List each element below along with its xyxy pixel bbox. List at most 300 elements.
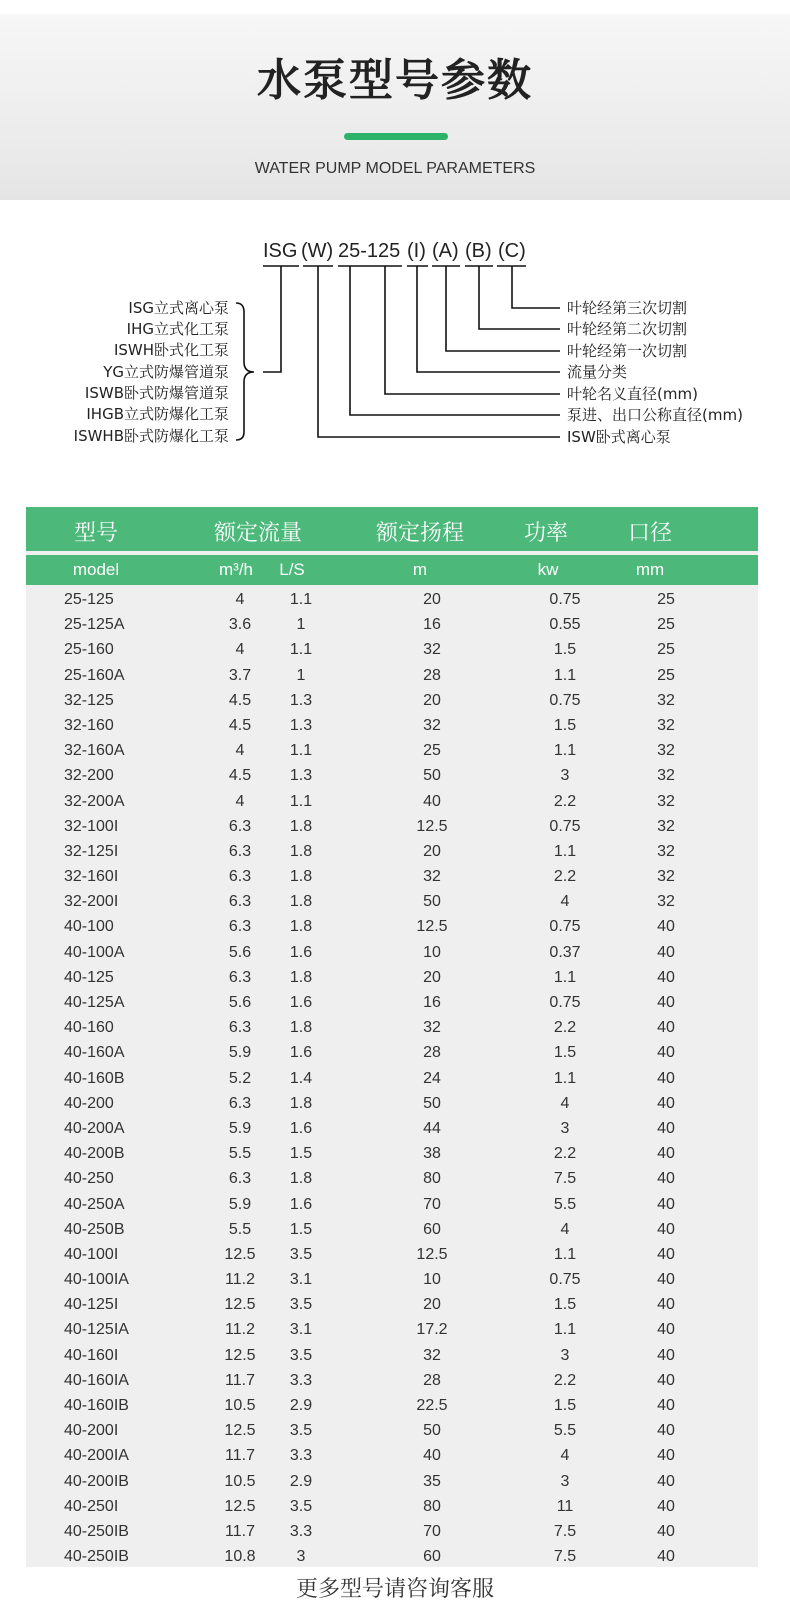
cell-head: 40 [423,1447,441,1465]
table-row [26,587,758,612]
table-row [26,1242,758,1267]
page-header [0,14,790,200]
cell-model: 40-100 [64,918,114,936]
cell-head: 50 [423,1094,441,1112]
cell-model: 40-250A [64,1195,125,1213]
cell-power: 4 [560,1220,570,1238]
cell-model: 40-160IB [64,1397,129,1414]
cell-power: 4 [560,893,570,911]
cell-flow-ls: 3.5 [289,1296,313,1314]
cell-power: 0.75 [549,994,581,1011]
table-row [26,1040,758,1065]
model-code-diagram [0,200,790,500]
cell-diameter: 40 [657,1245,675,1263]
table-row [26,1544,758,1569]
footer-note: 更多型号请咨询客服 [295,1577,494,1602]
cell-power: 3 [560,1119,570,1137]
meaning-label: 叶轮经第一次切割 [567,342,688,360]
cell-diameter: 25 [657,616,675,634]
cell-diameter: 32 [657,716,675,734]
cell-flow-m3h: 5.9 [228,1044,252,1062]
cell-diameter: 40 [657,1170,675,1188]
header-diameter-cn: 口径 [627,521,673,546]
cell-head: 50 [423,1422,441,1440]
header-head-cn: 额定扬程 [375,521,465,546]
cell-head: 80 [423,1170,441,1188]
cell-power: 1.5 [553,1044,577,1062]
cell-flow-ls: 2.9 [289,1397,313,1414]
cell-flow-m3h: 5.9 [228,1119,252,1137]
cell-flow-ls: 1.8 [289,968,313,986]
cell-flow-m3h: 11.7 [225,1522,255,1540]
cell-head: 12.5 [416,817,448,835]
cell-flow-m3h: 10.8 [224,1548,256,1566]
cell-power: 3 [560,1346,570,1364]
cell-diameter: 40 [657,1422,675,1440]
cell-head: 20 [423,591,441,608]
cell-flow-ls: 1.1 [289,641,313,659]
cell-power: 11 [556,1497,574,1515]
table-row [26,1015,758,1040]
cell-flow-m3h: 10.5 [224,1472,256,1490]
cell-diameter: 40 [657,1119,675,1137]
meaning-label: 叶轮经第三次切割 [567,299,688,317]
cell-power: 0.75 [549,691,581,709]
table-header-en [26,555,758,585]
cell-flow-m3h: 6.3 [228,868,252,886]
header-power-cn: 功率 [523,521,569,546]
cell-head: 80 [423,1497,441,1515]
cell-flow-m3h: 6.3 [228,1019,252,1037]
cell-diameter: 40 [657,1220,675,1238]
cell-model: 32-160A [64,742,125,760]
cell-flow-m3h: 12.5 [224,1245,256,1263]
cell-model: 40-200I [64,1422,119,1440]
cell-head: 20 [423,842,441,860]
cell-diameter: 40 [657,1371,675,1389]
cell-diameter: 32 [657,868,675,886]
cell-diameter: 40 [657,1019,675,1037]
cell-head: 32 [423,1019,441,1037]
cell-model: 40-125IA [64,1321,129,1339]
cell-power: 2.2 [553,1145,577,1163]
cell-head: 20 [423,1296,441,1314]
cell-model: 40-100IA [64,1271,129,1289]
cell-flow-m3h: 11.2 [225,1321,255,1339]
cell-model: 40-160A [64,1044,125,1062]
meaning-label: 叶轮经第二次切割 [567,320,688,338]
table-row [26,864,758,889]
header-flow-m3h: m³/h [219,560,253,579]
cell-model: 25-125A [64,616,125,634]
cell-flow-m3h: 12.5 [224,1497,256,1515]
cell-flow-m3h: 12.5 [224,1296,256,1314]
cell-model: 40-125A [64,994,125,1011]
cell-diameter: 40 [657,1145,675,1163]
table-row [26,1091,758,1116]
cell-flow-m3h: 6.3 [228,1170,252,1188]
table-row [26,1494,758,1519]
cell-model: 40-160B [64,1069,125,1087]
cell-flow-m3h: 5.5 [228,1220,252,1238]
cell-diameter: 25 [657,666,675,684]
cell-flow-ls: 1.1 [289,742,313,760]
cell-flow-m3h: 6.3 [228,968,252,986]
cell-flow-ls: 3.3 [289,1522,313,1540]
meaning-label: ISW卧式离心泵 [567,428,671,446]
cell-flow-m3h: 6.3 [228,842,252,860]
table-row [26,1141,758,1166]
cell-flow-m3h: 6.3 [228,918,252,936]
cell-head: 22.5 [416,1397,448,1414]
cell-diameter: 32 [657,817,675,835]
cell-head: 28 [423,1044,441,1062]
cell-power: 3 [560,1472,570,1490]
cell-model: 40-125I [64,1296,119,1314]
meaning-label: 流量分类 [567,363,628,381]
cell-model: 25-125 [64,591,114,608]
cell-flow-ls: 3.5 [289,1346,313,1364]
cell-model: 40-250 [64,1170,114,1188]
title-accent-bar [344,133,448,140]
cell-head: 32 [423,1346,441,1364]
parameter-table [26,507,758,1567]
table-row [26,814,758,839]
header-model-en: model [72,560,120,579]
pump-type-label: ISG立式离心泵 [128,299,229,317]
cell-model: 32-200I [64,893,119,911]
cell-model: 32-160I [64,868,119,886]
cell-model: 40-200IA [64,1447,129,1465]
pump-type-label: IHG立式化工泵 [126,320,229,338]
cell-power: 0.37 [549,943,581,961]
cell-head: 60 [423,1548,441,1566]
cell-head: 60 [423,1220,441,1238]
cell-head: 50 [423,893,441,911]
cell-model: 40-100A [64,943,125,961]
cell-head: 28 [423,666,441,684]
cell-model: 25-160A [64,666,125,684]
cell-flow-ls: 1.1 [289,591,313,608]
table-row [26,1166,758,1191]
table-row [26,612,758,637]
cell-flow-ls: 3.1 [289,1321,313,1339]
cell-power: 2.2 [553,792,577,810]
cell-flow-m3h: 11.7 [225,1447,255,1465]
cell-flow-m3h: 5.6 [228,943,252,961]
cell-power: 3 [560,767,570,785]
table-row [26,965,758,990]
cell-power: 7.5 [553,1522,577,1540]
cell-power: 0.75 [549,918,581,936]
cell-power: 1.5 [553,716,577,734]
cell-model: 40-100I [64,1245,119,1263]
cell-flow-m3h: 4 [235,742,245,760]
table-row [26,663,758,688]
cell-diameter: 25 [657,591,675,608]
cell-power: 2.2 [553,1371,577,1389]
cell-diameter: 40 [657,968,675,986]
cell-power: 1.1 [553,968,577,986]
table-row [26,914,758,939]
cell-flow-ls: 3.3 [289,1371,313,1389]
table-row [26,688,758,713]
table-row [26,1393,758,1418]
table-row [26,1343,758,1368]
table-body [26,587,758,1569]
cell-diameter: 40 [657,1472,675,1490]
cell-model: 40-200B [64,1145,125,1163]
cell-model: 32-200A [64,792,125,810]
cell-power: 7.5 [553,1170,577,1188]
cell-flow-ls: 1.6 [289,943,313,961]
cell-flow-m3h: 6.3 [228,893,252,911]
cell-model: 32-125 [64,691,114,709]
cell-diameter: 40 [657,1271,675,1289]
code-part-i: (I) [407,240,426,262]
cell-flow-ls: 1.8 [289,918,313,936]
cell-head: 10 [423,1271,441,1289]
header-head-unit: m [412,560,428,579]
pump-type-label: ISWB卧式防爆管道泵 [84,384,229,402]
cell-diameter: 32 [657,842,675,860]
cell-flow-m3h: 4.5 [228,716,252,734]
table-row [26,1418,758,1443]
cell-flow-ls: 1.8 [289,1019,313,1037]
cell-diameter: 32 [657,792,675,810]
cell-power: 7.5 [553,1548,577,1566]
cell-power: 2.2 [553,1019,577,1037]
cell-power: 5.5 [553,1422,577,1440]
table-row [26,1317,758,1342]
cell-power: 1.1 [553,842,577,860]
cell-model: 40-250IB [64,1548,129,1566]
cell-head: 10 [423,943,441,961]
cell-head: 32 [423,641,441,659]
pump-type-label: ISWHB卧式防爆化工泵 [73,427,229,445]
cell-head: 24 [423,1069,441,1087]
cell-head: 20 [423,691,441,709]
cell-flow-ls: 1.1 [289,792,313,810]
cell-diameter: 40 [657,1195,675,1213]
cell-head: 12.5 [416,1245,448,1263]
cell-head: 16 [423,994,441,1011]
table-row [26,1217,758,1242]
cell-head: 28 [423,1371,441,1389]
cell-model: 25-160 [64,641,114,659]
cell-flow-ls: 2.9 [289,1472,313,1490]
cell-flow-ls: 3.5 [289,1422,313,1440]
cell-flow-m3h: 5.6 [228,994,252,1011]
cell-flow-ls: 3.3 [289,1447,313,1465]
cell-flow-ls: 3.5 [289,1245,313,1263]
cell-flow-m3h: 4 [235,641,245,659]
table-row [26,839,758,864]
cell-flow-m3h: 5.9 [228,1195,252,1213]
cell-flow-ls: 1.6 [289,1044,313,1062]
cell-flow-ls: 1.8 [289,817,313,835]
cell-head: 50 [423,767,441,785]
table-row [26,1368,758,1393]
pump-type-label: ISWH卧式化工泵 [113,341,229,359]
cell-flow-m3h: 6.3 [228,1094,252,1112]
table-row [26,1443,758,1468]
header-flow-cn: 额定流量 [213,521,303,546]
cell-model: 40-200IB [64,1472,129,1490]
cell-head: 38 [423,1145,441,1163]
cell-flow-ls: 1.8 [289,1170,313,1188]
cell-flow-m3h: 3.7 [228,666,252,684]
cell-head: 35 [423,1472,441,1490]
cell-model: 40-200 [64,1094,114,1112]
cell-power: 1.1 [553,742,577,760]
cell-head: 32 [423,868,441,886]
code-part-b: (B) [465,240,492,262]
cell-flow-ls: 1 [296,666,306,684]
cell-diameter: 40 [657,1548,675,1566]
cell-head: 44 [423,1119,441,1137]
cell-power: 1.1 [553,1069,577,1087]
meaning-label: 叶轮名义直径(mm) [567,385,698,403]
cell-power: 1.5 [553,1397,577,1414]
table-row [26,1267,758,1292]
cell-head: 17.2 [416,1321,448,1339]
cell-model: 40-250I [64,1497,119,1515]
cell-diameter: 32 [657,893,675,911]
cell-head: 12.5 [416,918,448,936]
cell-flow-m3h: 4 [235,591,245,608]
code-part-size: 25-125 [338,240,401,262]
cell-power: 1.1 [553,1321,577,1339]
table-row [26,889,758,914]
cell-power: 0.55 [549,616,581,634]
pump-type-label: IHGB立式防爆化工泵 [86,405,229,423]
cell-head: 40 [423,792,441,810]
cell-flow-ls: 1.8 [289,868,313,886]
cell-power: 5.5 [553,1195,577,1213]
cell-model: 32-160 [64,716,114,734]
cell-flow-m3h: 5.2 [228,1069,252,1087]
cell-flow-m3h: 11.2 [225,1271,255,1289]
table-row [26,1116,758,1141]
cell-power: 1.5 [553,1296,577,1314]
header-flow-ls: L/S [279,560,305,579]
cell-flow-ls: 1.3 [289,716,313,734]
table-row [26,990,758,1015]
cell-diameter: 40 [657,1094,675,1112]
cell-diameter: 40 [657,1296,675,1314]
pump-type-label: YG立式防爆管道泵 [103,363,229,381]
cell-flow-ls: 3.1 [289,1271,313,1289]
cell-power: 1.5 [553,641,577,659]
table-row [26,763,758,788]
cell-flow-ls: 1.8 [289,1094,313,1112]
cell-flow-ls: 1.6 [289,1195,313,1213]
cell-flow-m3h: 12.5 [224,1422,256,1440]
cell-head: 16 [423,616,441,634]
cell-model: 32-200 [64,767,114,785]
header-model-cn: 型号 [73,521,119,546]
cell-flow-m3h: 4.5 [228,691,252,709]
cell-flow-m3h: 6.3 [228,817,252,835]
cell-diameter: 40 [657,1321,675,1339]
table-row [26,1469,758,1494]
cell-head: 32 [423,716,441,734]
cell-head: 70 [423,1522,441,1540]
table-row [26,940,758,965]
cell-flow-m3h: 12.5 [224,1346,256,1364]
cell-head: 20 [423,968,441,986]
page-subtitle: WATER PUMP MODEL PARAMETERS [254,160,536,177]
cell-diameter: 32 [657,767,675,785]
cell-flow-m3h: 5.5 [228,1145,252,1163]
cell-diameter: 40 [657,1397,675,1414]
cell-model: 40-160I [64,1346,119,1364]
cell-model: 32-100I [64,817,119,835]
cell-flow-m3h: 10.5 [224,1397,256,1414]
cell-flow-ls: 1.5 [289,1220,313,1238]
table-row [26,738,758,763]
header-diameter-unit: mm [635,560,665,579]
table-row [26,1066,758,1091]
cell-diameter: 40 [657,943,675,961]
cell-diameter: 32 [657,742,675,760]
cell-flow-ls: 1.3 [289,767,313,785]
cell-flow-m3h: 11.7 [225,1371,255,1389]
code-part-series: ISG [263,240,298,262]
cell-head: 70 [423,1195,441,1213]
cell-power: 4 [560,1094,570,1112]
cell-flow-ls: 1.6 [289,1119,313,1137]
cell-model: 32-125I [64,842,119,860]
cell-flow-m3h: 4.5 [228,767,252,785]
cell-flow-ls: 1.6 [289,994,313,1011]
cell-model: 40-160IA [64,1371,129,1389]
cell-flow-ls: 1.8 [289,842,313,860]
cell-diameter: 25 [657,641,675,659]
cell-diameter: 40 [657,1497,675,1515]
cell-diameter: 40 [657,1044,675,1062]
cell-model: 40-250IB [64,1522,129,1540]
table-row [26,713,758,738]
table-row [26,789,758,814]
cell-flow-ls: 1.8 [289,893,313,911]
cell-model: 40-125 [64,968,114,986]
cell-power: 1.1 [553,1245,577,1263]
cell-power: 0.75 [549,817,581,835]
code-part-w: (W) [301,240,334,262]
cell-flow-ls: 3 [296,1548,306,1566]
table-header-cn [26,507,758,551]
cell-diameter: 40 [657,1069,675,1087]
cell-power: 0.75 [549,591,581,608]
meaning-label: 泵进、出口公称直径(mm) [567,406,743,424]
cell-flow-ls: 1.4 [289,1069,313,1087]
cell-head: 25 [423,742,441,760]
cell-diameter: 40 [657,1522,675,1540]
cell-flow-ls: 3.5 [289,1497,313,1515]
page-title: 水泵型号参数 [257,55,533,106]
cell-flow-m3h: 3.6 [228,616,252,634]
cell-flow-ls: 1.5 [289,1145,313,1163]
table-row [26,1292,758,1317]
cell-model: 40-250B [64,1220,125,1238]
code-part-c: (C) [498,240,526,262]
cell-diameter: 40 [657,1447,675,1465]
cell-diameter: 40 [657,918,675,936]
code-part-a: (A) [432,240,459,262]
cell-power: 1.1 [553,666,577,684]
